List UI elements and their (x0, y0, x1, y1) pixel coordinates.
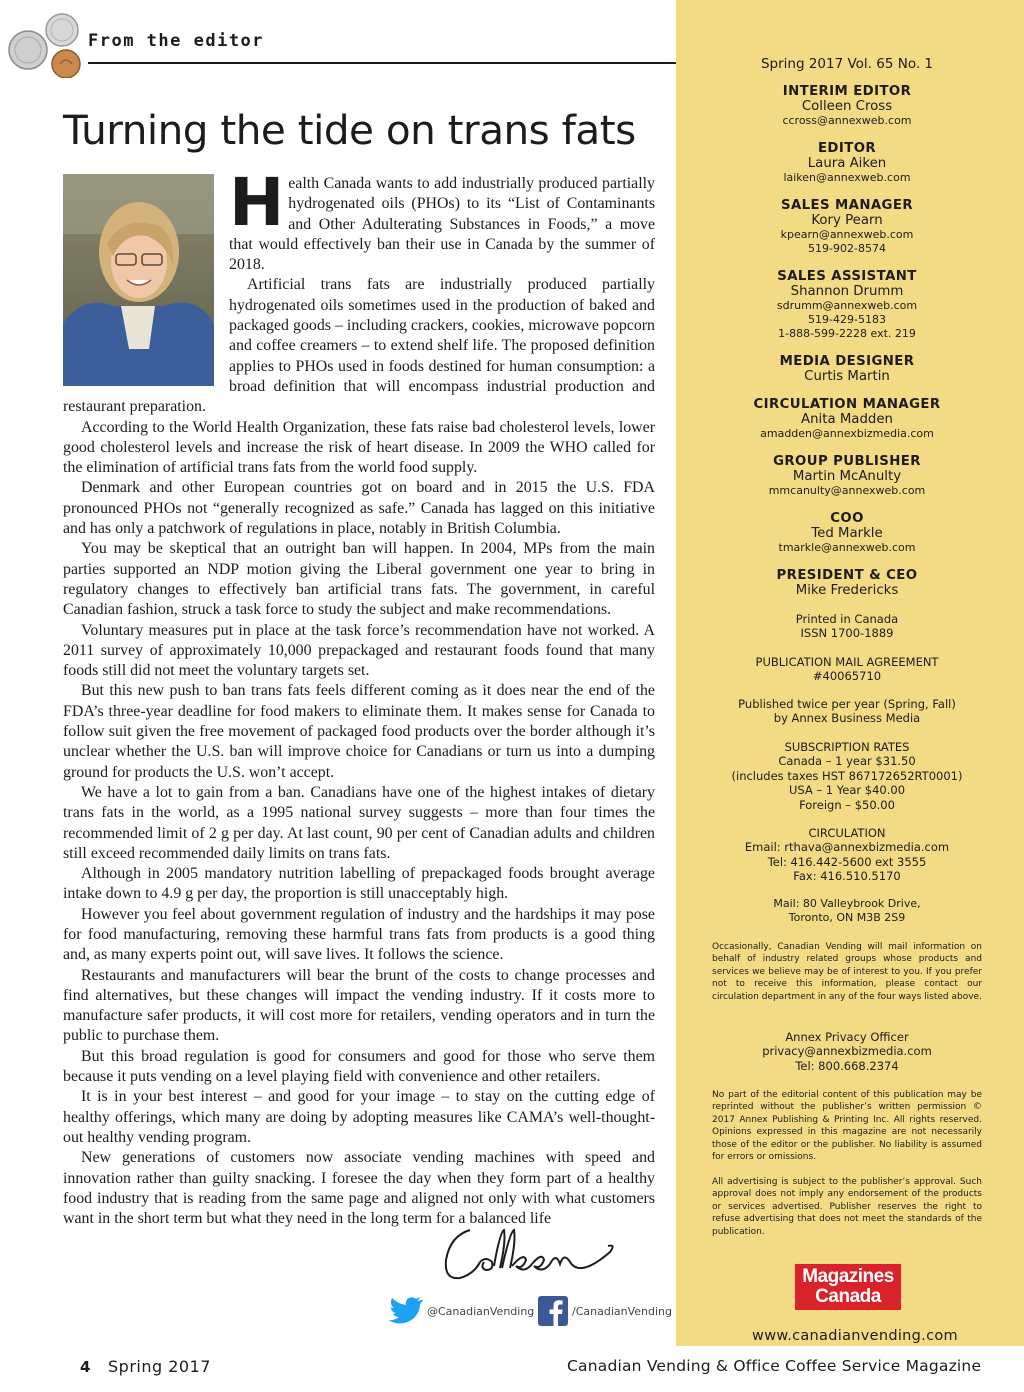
article-paragraph: Restaurants and manufacturers will bear the brunt of the costs to change processes and find alternatives, but these changes will impact the vending industry. If it costs more to manufacture safer products, it will cost more for retailers, vending operators and in turn the public to purchase them. (63, 966, 655, 1045)
article-paragraph: However you feel about government regulation of industry and the hardships it may pose for food manufacturing, removing these harmful trans fats from products is a good thing and, as many experts point out, will save lives. It follows the science. (63, 905, 655, 964)
email-link[interactable]: mmcanulty@annexweb.com (768, 484, 926, 497)
article-paragraph: We have a lot to gain from a ban. Canadians have one of the highest intakes of dietary trans fats in the world, as a 1995 national survey suggests – more than four times the recommended limit of 2 g per day. At last count, 90 per cent of Canadian adults and children still exceed recommended daily limits on trans fats. (63, 783, 655, 862)
magazines-canada-logo: Magazines Canada (795, 1264, 901, 1310)
email-link[interactable]: kpearn@annexweb.com (780, 228, 914, 241)
mailing-notice: Occasionally, Canadian Vending will mail information on behalf of industry related groups whose products and services we believe may be of interest to you. If you prefer not to receive this information, please contact our circulation department in any of the four ways listed above. (712, 942, 982, 1002)
page-number: 4 (80, 1358, 91, 1376)
article-paragraph: But this new push to ban trans fats feels different coming as it does near the end of the FDA’s three-year deadline for food makers to eliminate them. It makes sense for Canada to follow suit given the free movement of packaged food products over the border although it’s unclear whether the U.S. ban will improve choice for Canadians or turn us into a dumping ground for products the U.S. won’t accept. (63, 682, 655, 781)
staff-interim-editor: INTERIM EDITOR Colleen Cross ccross@annexweb.com (676, 84, 1018, 128)
facebook-link[interactable] (538, 1296, 672, 1326)
article-paragraph: Denmark and other European countries got on board and in 2015 the U.S. FDA pronounced PHOs not “generally recognized as safe.” Canada has lagged on this initiative and has only a patchwork of regulations in place, notably in British Columbia. (63, 479, 655, 538)
staff-media-designer: MEDIA DESIGNER Curtis Martin (779, 354, 915, 384)
headline: Turning the tide on trans fats (63, 106, 636, 154)
signature (440, 1222, 620, 1294)
header-rule (88, 62, 676, 64)
email-link[interactable]: ccross@annexweb.com (782, 114, 912, 127)
section-label: From the editor (88, 31, 265, 51)
subscription-rates: SUBSCRIPTION RATES Canada – 1 year $31.50 (includes taxes HST 867172652RT0001) USA – 1 Year $40.00 Foreign – $50.00 (731, 740, 963, 812)
article-paragraph: It is in your best interest – and good for your image – to stay on the cutting edge of healthy offerings, which many are doing by adopting measures like CAMA’s well-thought-out healthy vending program. (63, 1088, 655, 1146)
twitter-link[interactable] (387, 1296, 534, 1326)
email-link[interactable]: sdrumm@annexweb.com (776, 299, 918, 312)
article-paragraph: According to the World Health Organization, these fats raise bad cholesterol levels, lower good cholesterol levels and increase the risk of heart disease. In 2009 the WHO called for the elimination of artificial trans fats from the world food supply. (63, 418, 655, 477)
publishing-schedule: Published twice per year (Spring, Fall) by Annex Business Media (738, 697, 956, 726)
email-link[interactable]: privacy@annexbizmedia.com (762, 1044, 932, 1059)
drop-cap: H (229, 164, 285, 241)
mailing-address: Mail: 80 Valleybrook Drive, Toronto, ON M3B 2S9 (773, 897, 921, 925)
article-paragraph: Although in 2005 mandatory nutrition labelling of prepackaged foods brought average intake down to 4.9 g per day, the proportion is still unacceptably high. (63, 865, 655, 903)
staff-editor: EDITOR Laura Aiken laiken@annexweb.com (676, 141, 1018, 185)
article-body (63, 164, 655, 1229)
email-link[interactable]: amadden@annexbizmedia.com (760, 427, 934, 440)
staff-sales-manager: SALES MANAGER Kory Pearn kpearn@annexweb.com 519-902-8574 (676, 198, 1018, 256)
article-paragraph: Health Canada wants to add industrially produced partially hydrogenated oils (PHOs) to its “List of Contaminants and Other Adulterating Substances in Foods,” a move that would effectively ban their use in Canada by the summer of 2018. (229, 164, 655, 274)
privacy-contact: Annex Privacy Officer privacy@annexbizmedia.com Tel: 800.668.2374 (676, 1030, 1018, 1073)
staff-president: PRESIDENT & CEO Mike Fredericks (776, 568, 918, 598)
email-link[interactable]: laiken@annexweb.com (783, 171, 911, 184)
mail-agreement: PUBLICATION MAIL AGREEMENT #40065710 (755, 655, 939, 684)
email-link[interactable]: tmarkle@annexweb.com (778, 541, 916, 554)
staff-coo: COO Ted Markle tmarkle@annexweb.com (676, 511, 1018, 555)
copyright-notice: No part of the editorial content of this publication may be reprinted without the publisher’s written permission © 2017 Annex Publishing & Printing Inc. All rights reserved. Opinions expressed in this magazine are not necessarily those of the editor or the publisher. No liability is assumed for errors or omissions. (712, 1090, 982, 1163)
staff-group-publisher: GROUP PUBLISHER Martin McAnulty mmcanulty@annexweb.com (676, 454, 1018, 498)
print-info: Printed in Canada ISSN 1700-1889 (795, 612, 899, 641)
twitter-handle: @CanadianVending (427, 1304, 535, 1318)
staff-circulation-manager: CIRCULATION MANAGER Anita Madden amadden@annexbizmedia.com (676, 397, 1018, 441)
facebook-handle: /CanadianVending (572, 1304, 672, 1318)
footer-magazine-title: Canadian Vending & Office Coffee Service Magazine (567, 1357, 982, 1375)
email-link[interactable]: Email: rthava@annexbizmedia.com (744, 840, 950, 855)
circulation-contact: CIRCULATION Email: rthava@annexbizmedia.com Tel: 416.442-5600 ext 3555 Fax: 416.510.5170 (676, 826, 1018, 884)
article-paragraph: Artificial trans fats are industrially produced partially hydrogenated oils sometimes used in the production of baked and packaged goods – including crackers, cookies, microwave popcorn and coffee creamers – to extend shelf life. The proposed definition applies to PHOs used in foods destined for human consumption: a broad definition that will encompass industrial production and restaurant preparation. (63, 276, 655, 416)
staff-sales-assistant: SALES ASSISTANT Shannon Drumm sdrumm@annexweb.com 519-429-5183 1-888-599-2228 ext. 219 (676, 269, 1018, 341)
article-paragraph: New generations of customers now associate vending machines with speed and innovation rather than guilty snacking. I foresee the day when they form part of a healthy food industry that is reading from the same page and aligned not only with what customers want in the short term but what they need in the long term for a balanced life (63, 1149, 655, 1228)
article-paragraph: But this broad regulation is good for consumers and good for those who serve them because it puts vending on a level playing field with convenience and other retailers. (63, 1047, 655, 1086)
article-paragraph: You may be skeptical that an outright ban will happen. In 2004, MPs from the main parties supported an NDP motion giving the Liberal government one year to bring in regulatory changes to effectively ban artificial trans fats. The government, in careful Canadian fashion, struck a task force to study the subject and make recommendations. (63, 540, 655, 619)
article-paragraph: Voluntary measures put in place at the task force’s recommendation have not worked. A 2011 survey of approximately 10,000 prepackaged and restaurant foods found that many foods still did not meet the voluntary targets set. (63, 621, 655, 680)
website-link[interactable]: www.canadianvending.com (752, 1328, 958, 1344)
facebook-icon (538, 1296, 568, 1326)
coins-icon (6, 12, 82, 78)
advertising-notice: All advertising is subject to the publisher’s approval. Such approval does not imply any endorsement of the products or services advertised. Publisher reserves the right to refuse advertising that does not meet the standards of the publication. (712, 1177, 982, 1237)
issue-info: Spring 2017 Vol. 65 No. 1 (760, 56, 934, 72)
twitter-icon (387, 1296, 423, 1326)
footer-issue: Spring 2017 (108, 1357, 211, 1376)
